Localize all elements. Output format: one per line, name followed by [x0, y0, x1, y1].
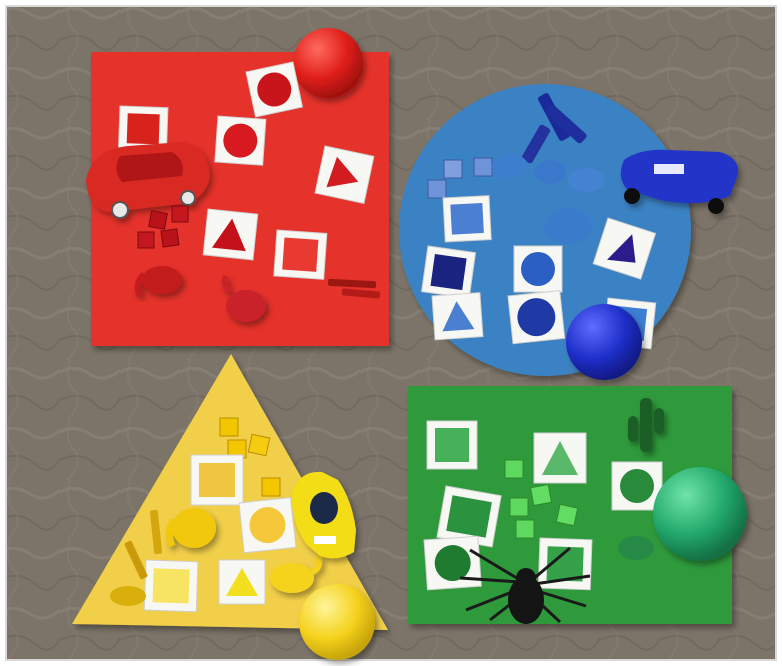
red-square-card-2: [274, 230, 327, 279]
green-circle-card-2: [424, 536, 481, 590]
blue-square-card-2: [422, 246, 476, 298]
yellow-square-card: [191, 455, 243, 505]
green-square-card: [427, 421, 477, 469]
yellow-triangle-card: [219, 560, 265, 604]
red-circle-card: [246, 62, 303, 117]
red-group: [86, 28, 389, 346]
red-ball: [293, 28, 363, 98]
blue-square-card: [443, 196, 491, 242]
red-triangle-card: [315, 146, 374, 203]
blue-circle-card-2: [508, 291, 565, 344]
red-triangle-card-2: [203, 209, 258, 260]
yellow-elephant-3: [110, 586, 146, 606]
yellow-ball: [299, 584, 375, 660]
blue-circle-card: [514, 246, 562, 292]
green-ball: [653, 467, 747, 561]
red-circle-card-2: [215, 116, 266, 165]
green-group: [408, 386, 747, 624]
blue-ball: [566, 304, 642, 380]
green-triangle-card: [534, 433, 586, 483]
green-elephant: [618, 536, 654, 560]
blue-triangle-card-2: [432, 293, 483, 340]
yellow-circle-card: [239, 498, 296, 553]
yellow-square-card-2: [144, 560, 198, 612]
